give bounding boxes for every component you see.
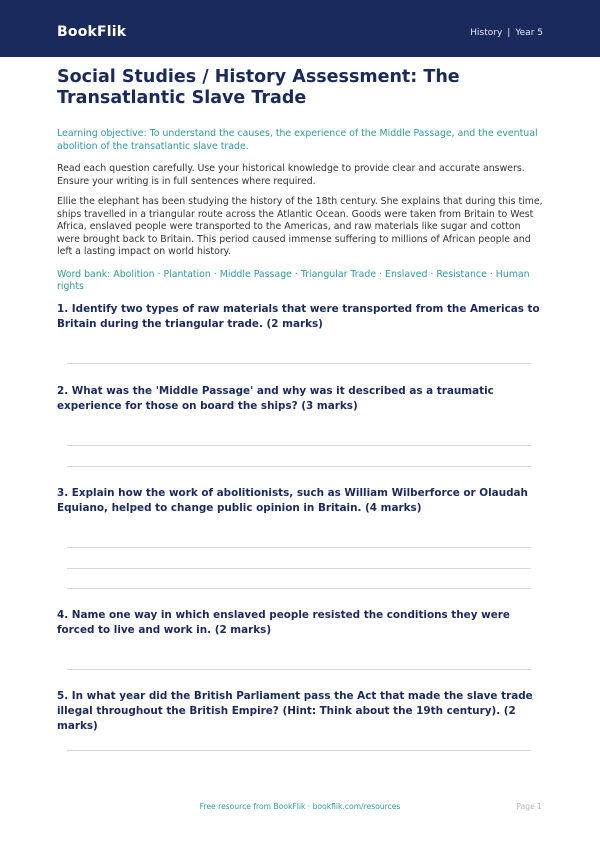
answer-line[interactable] (67, 588, 531, 589)
answer-line[interactable] (67, 466, 531, 467)
question-text: 2. What was the 'Middle Passage' and why was it described as a traumatic experience for those on board the ships? (3 marks) (57, 385, 494, 412)
question-text: 5. In what year did the British Parliament pass the Act that made the slave trade illegal throughout the British Empire? (Hint: Think about the 19th century). (2 marks) (57, 690, 533, 732)
header-meta (470, 28, 543, 38)
answer-line[interactable] (67, 669, 531, 670)
subject-label: History (470, 28, 503, 38)
year-label: Year 5 (515, 28, 543, 38)
answer-line[interactable] (67, 568, 531, 569)
word-bank: Word bank: Abolition · Plantation · Middle Passage · Triangular Trade · Enslaved · Resistance · Human rights (57, 268, 530, 292)
question-block (57, 486, 543, 516)
answer-line[interactable] (67, 750, 531, 751)
page-number: Page 1 (516, 802, 542, 811)
brand-logo-text[interactable]: BookFlik (57, 24, 127, 40)
instructions-text: Read each question carefully. Use your historical knowledge to provide clear and accurate answers. Ensure your writing is in full sentences where required. (57, 163, 525, 187)
header-bar (0, 0, 600, 57)
question-block (57, 384, 543, 414)
question-text: 1. Identify two types of raw materials that were transported from the Americas to Britain during the triangular trade. (2 marks) (57, 303, 540, 330)
question-text: 3. Explain how the work of abolitionists, such as William Wilberforce or Olaudah Equiano, helped to change public opinion in Britain. (4 marks) (57, 487, 528, 514)
answer-line[interactable] (67, 445, 531, 446)
learning-objective: Learning objective: To understand the causes, the experience of the Middle Passage, and the eventual abolition of the transatlantic slave trade. (57, 128, 538, 152)
intro-section (57, 67, 543, 294)
question-block (57, 302, 543, 332)
question-block (57, 608, 543, 638)
meta-separator: | (507, 28, 511, 38)
question-block (57, 689, 543, 734)
answer-line[interactable] (67, 363, 531, 364)
passage-text: Ellie the elephant has been studying the history of the 18th century. She explains that during this time, ships travelled in a triangular route across the Atlantic Ocean. Goods were taken from Britain to West Africa, enslaved people were transported to the Americas, and raw materials like sugar and cotton were brought back to Britain. This period caused immense suffering to millions of African people and left a lasting impact on world history. (57, 196, 543, 257)
page-title: Social Studies / History Assessment: The Transatlantic Slave Trade (57, 67, 460, 108)
footer-credit[interactable]: Free resource from BookFlik · bookflik.com/resources (199, 802, 401, 811)
question-text: 4. Name one way in which enslaved people resisted the conditions they were forced to live and work in. (2 marks) (57, 609, 510, 636)
answer-line[interactable] (67, 547, 531, 548)
